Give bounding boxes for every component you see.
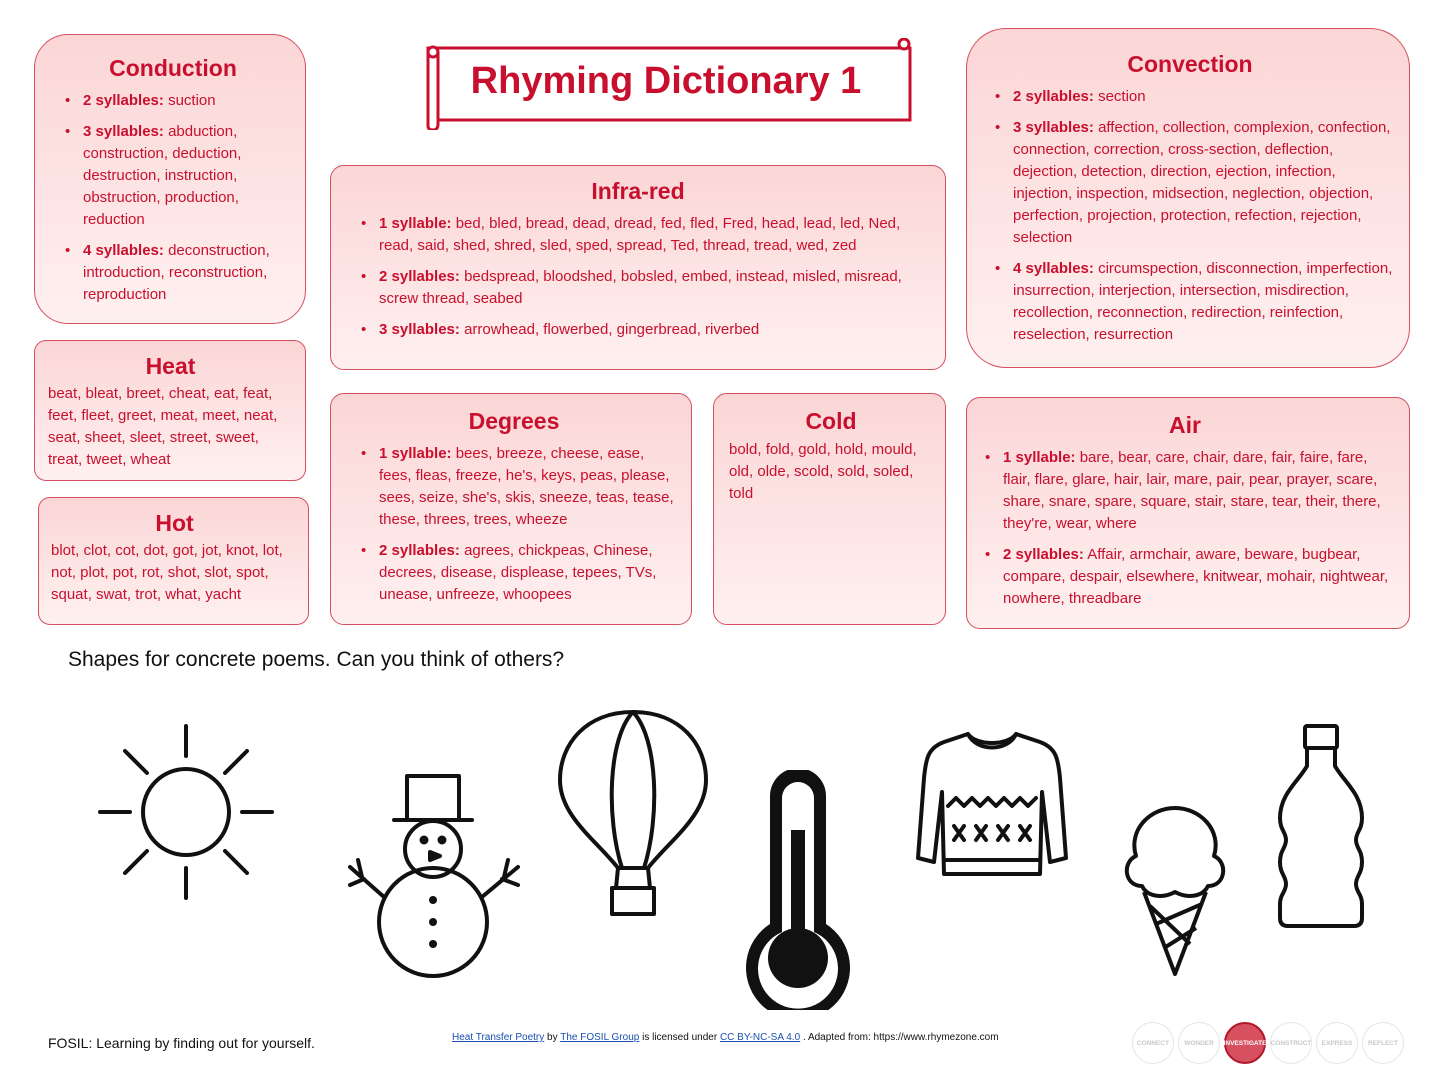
- list-item: • 4 syllables: deconstruction, introduction, reconstruction, reproduction: [83, 240, 291, 306]
- conduction-list: [55, 90, 291, 306]
- snowman-icon: [344, 772, 524, 980]
- author-link[interactable]: The FOSIL Group: [560, 1032, 640, 1043]
- list-item: • 2 syllables: suction: [83, 90, 291, 112]
- hot-card: [38, 497, 309, 625]
- list-item: • 2 syllables: section: [1013, 86, 1395, 108]
- convection-list: [985, 86, 1395, 346]
- list-item: • 1 syllable: bees, breeze, cheese, ease, fees, fleas, freeze, he's, keys, peas, please, sees, seize, she's, skis, sneeze, teas, tease, these, threes, trees, wheeze: [379, 443, 677, 531]
- hot-words: blot, clot, cot, dot, got, jot, knot, lot, not, plot, pot, rot, shot, slot, spot, squat, swat, trot, what, yacht: [51, 542, 283, 603]
- air-list: [975, 447, 1395, 610]
- cold-heading: Cold: [805, 408, 857, 434]
- list-item: • 3 syllables: arrowhead, flowerbed, gingerbread, riverbed: [379, 319, 925, 341]
- heat-words: beat, bleat, breet, cheat, eat, feat, feet, fleet, greet, meat, meet, neat, seat, sheet, sleet, street, sweet, treat, tweet, wheat: [48, 385, 278, 468]
- heat-card: [34, 340, 306, 481]
- conduction-card: [34, 34, 306, 324]
- list-item: • 2 syllables: Affair, armchair, aware, beware, bugbear, compare, despair, elsewhere, knitwear, mohair, nightwear, nowhere, threadbare: [1003, 544, 1395, 610]
- list-item: • 2 syllables: agrees, chickpeas, Chinese, decrees, disease, displease, tepees, TVs, unease, unfreeze, whoopees: [379, 540, 677, 606]
- footer-tagline: FOSIL: Learning by finding out for yourself.: [48, 1035, 315, 1051]
- air-heading: Air: [1169, 412, 1201, 438]
- hot-heading: Hot: [155, 510, 194, 536]
- degrees-heading: Degrees: [468, 408, 560, 434]
- degrees-card: [330, 393, 692, 625]
- stage-connect: CONNECT: [1132, 1022, 1174, 1064]
- convection-card: [966, 28, 1410, 368]
- list-item: • 3 syllables: affection, collection, complexion, confection, connection, correction, cross-section, deflection, dejection, detection, direction, ejection, infection, injection, inspection, midsection, neglection, objection, perfection, projection, protection, refection, rejection, selection: [1013, 117, 1395, 249]
- cold-words: bold, fold, gold, hold, mould, old, olde, scold, sold, soled, told: [729, 441, 917, 502]
- ice-cream-icon: [1120, 802, 1230, 980]
- stage-express: EXPRESS: [1316, 1022, 1358, 1064]
- list-item: • 4 syllables: circumspection, disconnection, imperfection, insurrection, interjection, intersection, misdirection, recollection, reconnection, redirection, reinfection, reselection, resurrection: [1013, 258, 1395, 346]
- infrared-heading: Infra-red: [591, 178, 685, 204]
- page-title: Rhyming Dictionary 1: [470, 60, 862, 102]
- infrared-card: [330, 165, 946, 370]
- stage-investigate: INVESTIGATE: [1224, 1022, 1266, 1064]
- work-title-link[interactable]: Heat Transfer Poetry: [452, 1032, 545, 1043]
- stage-wonder: WONDER: [1178, 1022, 1220, 1064]
- thermometer-icon: [742, 770, 854, 1010]
- cold-card: [713, 393, 946, 625]
- air-card: [966, 397, 1410, 629]
- sun-icon: [96, 722, 276, 902]
- list-item: • 1 syllable: bare, bear, care, chair, dare, fair, faire, fare, flair, flare, glare, hair, lair, mare, pair, pear, prayer, scare, share, snare, spare, square, stair, stare, tear, their, there, they're, wear, where: [1003, 447, 1395, 535]
- stage-reflect: REFLECT: [1362, 1022, 1404, 1064]
- water-bottle-icon: [1274, 722, 1368, 930]
- hot-air-balloon-icon: [556, 708, 710, 920]
- list-item: • 1 syllable: bed, bled, bread, dead, dread, fed, fled, Fred, head, lead, led, Ned, read, said, shed, shred, sled, sped, spread, Ted, thread, tread, wed, zed: [379, 213, 925, 257]
- convection-heading: Convection: [1127, 51, 1253, 77]
- list-item: • 2 syllables: bedspread, bloodshed, bobsled, embed, instead, misled, misread, screw thread, seabed: [379, 266, 925, 310]
- title-banner: [420, 38, 912, 130]
- list-item: • 3 syllables: abduction, construction, deduction, destruction, instruction, obstruction, production, reduction: [83, 121, 291, 231]
- shapes-caption: Shapes for concrete poems. Can you think of others?: [68, 648, 565, 671]
- license-link[interactable]: CC BY-NC-SA 4.0: [719, 1032, 801, 1043]
- footer-license: Heat Transfer Poetry by The FOSIL Group is licensed under CC BY-NC-SA 4.0 . Adapted from: https://www.rhymezone.com: [452, 1032, 999, 1043]
- jumper-icon: [910, 728, 1074, 880]
- heat-heading: Heat: [145, 353, 196, 379]
- conduction-heading: Conduction: [109, 55, 237, 81]
- inquiry-stages: [1132, 1020, 1412, 1066]
- infrared-list: [351, 213, 925, 341]
- degrees-list: [351, 443, 677, 606]
- stage-construct: CONSTRUCT: [1270, 1022, 1312, 1064]
